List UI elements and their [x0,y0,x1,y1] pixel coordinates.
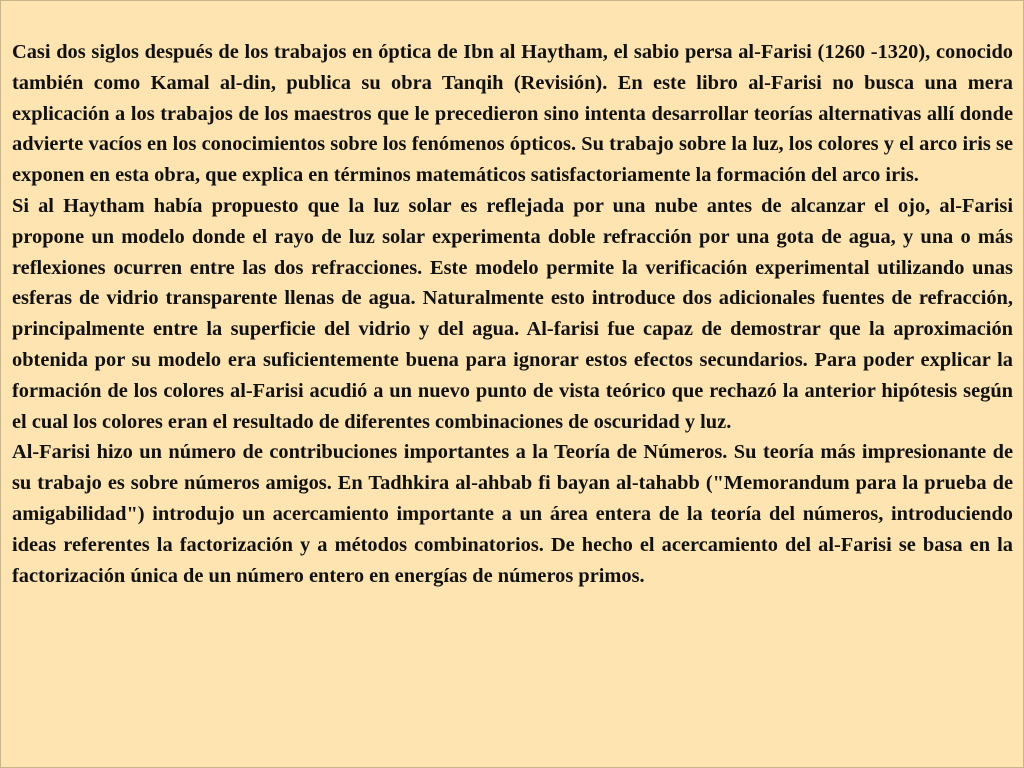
paragraph-1: Casi dos siglos después de los trabajos en óptica de Ibn al Haytham, el sabio persa al-Farisi (1260 -1320), conocido también como Kamal al-din, publica su obra Tanqih (Revisión). En este libro al-Farisi no busca una mera explicación a los trabajos de los maestros que le precedieron sino intenta desarrollar teorías alternativas allí donde advierte vacíos en los conocimientos sobre los fenómenos ópticos. Su trabajo sobre la luz, los colores y el arco iris se exponen en esta obra, que explica en términos matemáticos satisfactoriamente la formación del arco iris. [12,41,1013,187]
paragraph-3: Al-Farisi hizo un número de contribuciones importantes a la Teoría de Números. Su teoría más impresionante de su trabajo es sobre números amigos. En Tadhkira al-ahbab fi bayan al-tahabb ("Memorandum para la prueba de amigabilidad") introdujo un acercamiento importante a un área entera de la teoría del números, introduciendo ideas referentes la factorización y a métodos combinatorios. De hecho el acercamiento del al-Farisi se basa en la factorización única de un número entero en energías de números primos. [12,441,1013,587]
paragraph-2: Si al Haytham había propuesto que la luz solar es reflejada por una nube antes de alcanzar el ojo, al-Farisi propone un modelo donde el rayo de luz solar experimenta doble refracción por una gota de agua, y una o más reflexiones ocurren entre las dos refracciones. Este modelo permite la verificación experimental utilizando unas esferas de vidrio transparente llenas de agua. Naturalmente esto introduce dos adicionales fuentes de refracción, principalmente entre la superficie del vidrio y del agua. Al-farisi fue capaz de demostrar que la aproximación obtenida por su modelo era suficientemente buena para ignorar estos efectos secundarios. Para poder explicar la formación de los colores al-Farisi acudió a un nuevo punto de vista teórico que rechazó la anterior hipótesis según el cual los colores eran el resultado de diferentes combinaciones de oscuridad y luz. [12,194,1013,433]
text-body [12,37,1013,591]
